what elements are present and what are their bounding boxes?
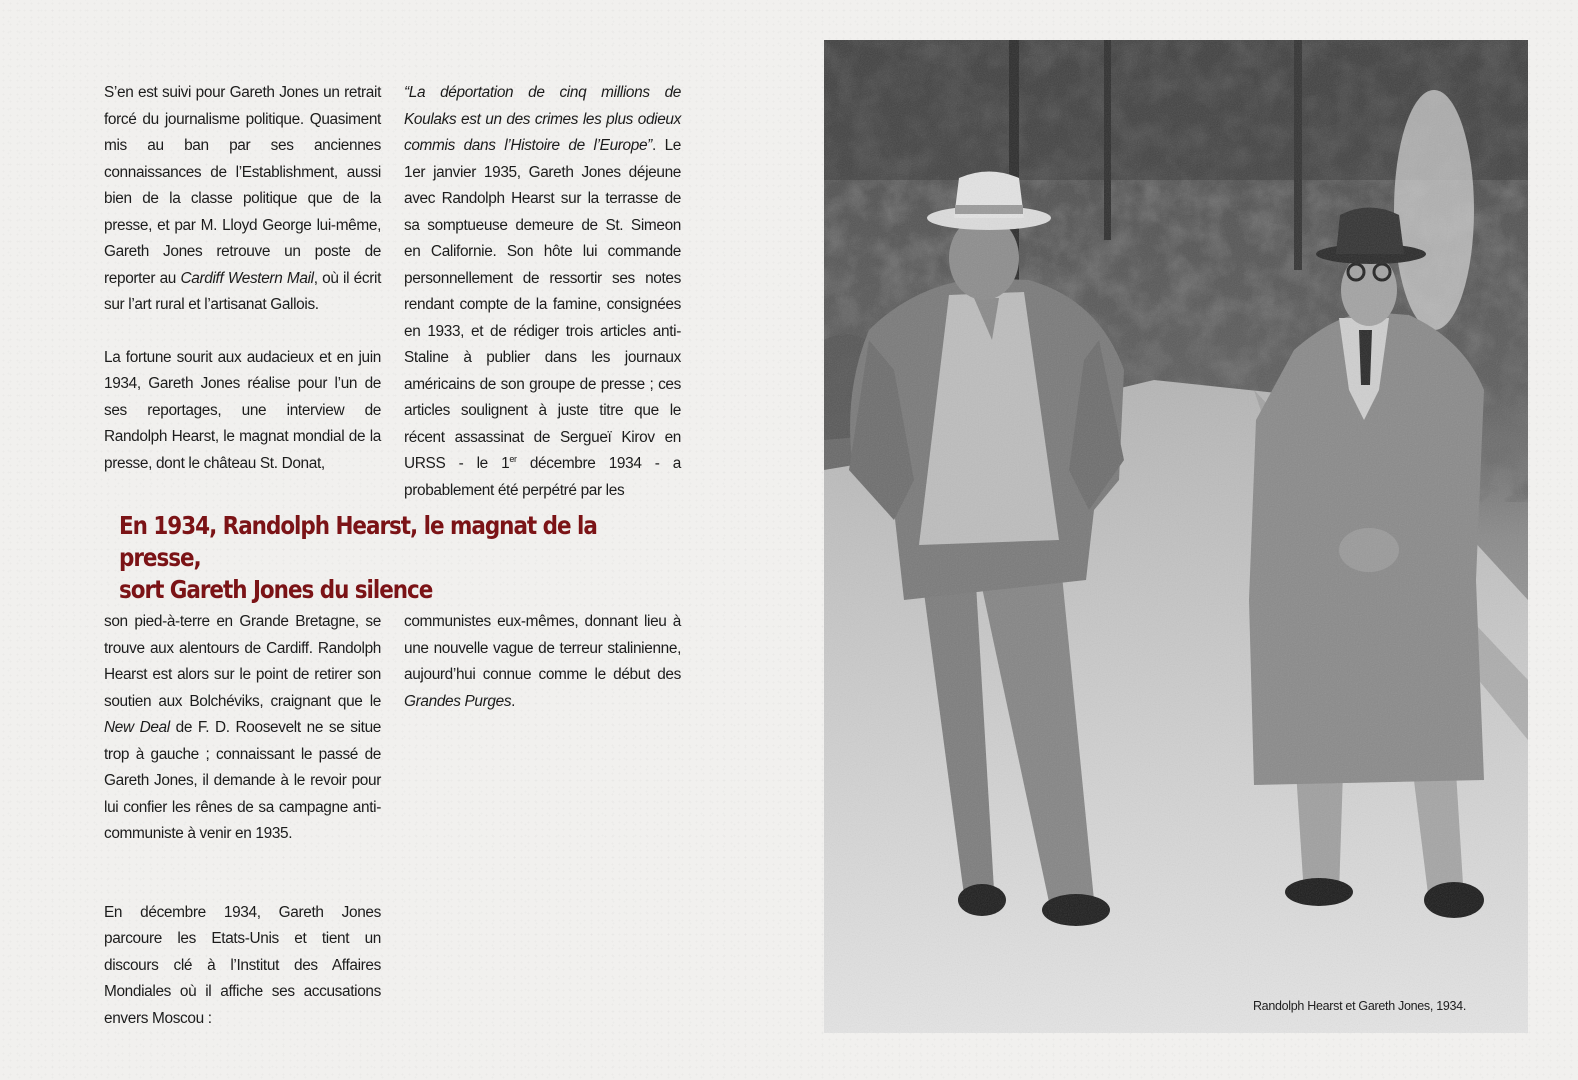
paragraph: “La déportation de cinq millions de Koulaks est un des crimes les plus odieux commis dans l’Histoire de l’Europe”. Le 1er janvier 1935, Gareth Jones déjeune avec Randolph Hearst sur la terrasse de sa somptueuse demeure de St. Simeon en Californie. Son hôte lui commande personnellement de ressortir ses notes rendant compte de la famine, consignées en 1933, et de rédiger trois articles anti-Staline à publier dans les journaux américains de son groupe de presse ; ces articles soulignent à juste titre que le récent assassinat de Sergueï Kirov en URSS - le 1er décembre 1934 - a probablement été perpétré par les (404, 84, 681, 499)
column-1-top (104, 80, 381, 477)
column-2-top (404, 80, 681, 504)
photo-caption: Randolph Hearst et Gareth Jones, 1934. (1252, 999, 1466, 1013)
column-2-bottom (404, 609, 681, 715)
pull-quote-line: En 1934, Randolph Hearst, le magnat de la presse, (119, 511, 597, 572)
paragraph: La fortune sourit aux audacieux et en juin 1934, Gareth Jones réalise pour l’un de ses reportages, une interview de Randolph Hearst, le magnat mondial de la presse, dont le château St. Donat, (104, 348, 381, 472)
pull-quote-line: sort Gareth Jones du silence (119, 575, 433, 604)
paragraph: communistes eux-mêmes, donnant lieu à une nouvelle vague de terreur stalinienne, aujourd’hui connue comme le début des Grandes Purges. (404, 613, 681, 710)
photo-illustration (824, 40, 1528, 1033)
paragraph: En décembre 1934, Gareth Jones parcoure les Etats-Unis et tient un discours clé à l’Institut des Affaires Mondiales où il affiche ses accusations envers Moscou : (104, 903, 381, 1027)
column-1-bottom (104, 609, 381, 1032)
paragraph: S’en est suivi pour Gareth Jones un retrait forcé du journalisme politique. Quasiment mis au ban par ses anciennes connaissances de l’Establishment, aussi bien de la classe politique que de la presse, et par M. Lloyd George lui-même, Gareth Jones retrouve un poste de reporter au Cardiff Western Mail, où il écrit sur l’art rural et l’artisanat Gallois. (104, 84, 381, 313)
program-name: New Deal (104, 719, 170, 736)
historical-photo (824, 40, 1528, 1033)
paragraph: son pied-à-terre en Grande Bretagne, se trouve aux alentours de Cardiff. Randolph Hearst est alors sur le point de retirer son soutien aux Bolchéviks, craignant que le New Deal de F. D. Roosevelt ne se situe trop à gauche ; connaissant le passé de Gareth Jones, il demande à le revoir pour lui confier les rênes de sa campagne anti-communiste à venir en 1935. (104, 613, 382, 842)
quote: “La déportation de cinq millions de Koulaks est un des crimes les plus odieux commis dans l’Histoire de l’Europe” (404, 84, 681, 154)
publication-title: Cardiff Western Mail (180, 269, 314, 287)
event-name: Grandes Purges (404, 692, 512, 710)
pull-quote (119, 510, 635, 606)
